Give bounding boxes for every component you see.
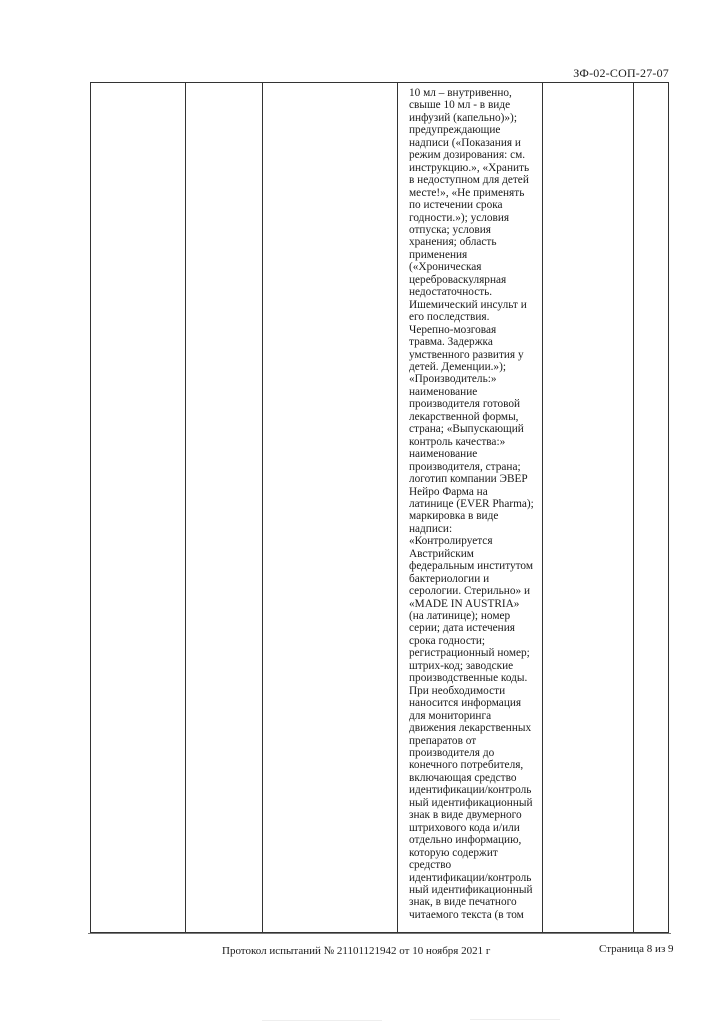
bottom-rule [88,933,671,934]
column-divider-2 [262,83,263,932]
footer-protocol: Протокол испытаний № 21101121942 от 10 ноября 2021 г [222,945,491,957]
table-cell-text: 10 мл – внутривенно, свыше 10 мл - в виде инфузий (капельно)»); предупреждающие надписи («Показания и режим дозирования: см. инструкцию.», «Хранить в недоступном для детей месте!», «Не применять по истечении срока годности.»); условия отпуска; условия хранения; область применения («Хроническая цереброваскулярная недостаточность. Ишемический инсульт и его последствия. Черепно-мозговая травма. Задержка умственного развития у детей. Деменции.»); «Производитель:» наименование производителя готовой лекарственной формы, страна; «Выпускающий контроль качества:» наименование производителя, страна; логотип компании ЭВЕР Нейро Фарма на латинице (EVER Pharma); маркировка в виде надписи: «Контролируется Австрийским федеральным институтом бактериологии и серологии. Стерильно» и «MADE IN AUSTRIA» (на латинице); номер серии; дата истечения срока годности; регистрационный номер; штрих-код; заводские производственные коды. При необходимости наносится информация для мониторинга движения лекарственных препаратов от производителя до конечного потребителя, включающая средство идентификации/контроль ный идентификационный знак в виде двумерного штрихового кода и/или отдельно информацию, которую содержит средство идентификации/контроль ный идентификационный знак, в виде печатного читаемого текста (в том [409,87,534,921]
scan-artifact [470,1019,560,1020]
scan-artifact [262,1020,382,1021]
data-table [90,82,669,933]
footer-page-number: Страница 8 из 9 [599,943,674,955]
column-divider-3 [397,83,398,932]
column-divider-1 [185,83,186,932]
column-divider-5 [633,83,634,932]
document-code: ЗФ-02-СОП-27-07 [573,66,669,80]
